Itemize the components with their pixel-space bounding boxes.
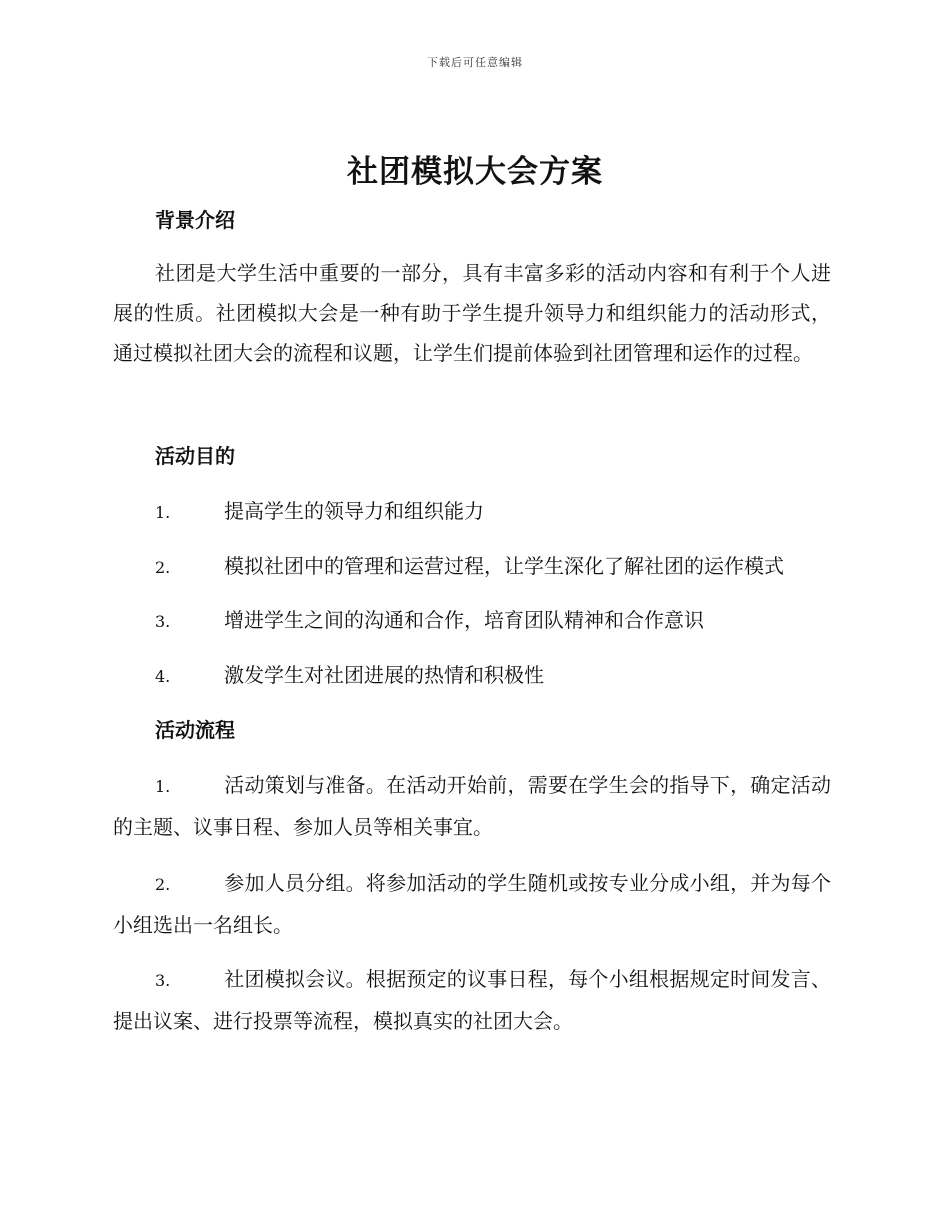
section-heading-background: 背景介绍 — [155, 208, 235, 232]
list-item-text: 增进学生之间的沟通和合作，培育团队精神和合作意识 — [224, 608, 704, 632]
process-step-number: 1. — [155, 777, 171, 796]
process-step — [113, 765, 831, 847]
page-header: 下载后可任意编辑 — [427, 56, 523, 69]
document-title: 社团模拟大会方案 — [347, 154, 603, 190]
process-step — [113, 863, 831, 945]
list-item-number: 4. — [155, 667, 171, 686]
section-heading-purpose: 活动目的 — [155, 444, 235, 468]
list-item-number: 2. — [155, 558, 171, 577]
list-item — [155, 552, 784, 582]
list-item — [155, 661, 544, 691]
process-step — [113, 959, 831, 1041]
list-item-number: 1. — [155, 503, 171, 522]
section-heading-process: 活动流程 — [155, 718, 235, 742]
process-step-text: 参加人员分组。将参加活动的学生随机或按专业分成小组，并为每个小组选出一名组长。 — [113, 871, 831, 937]
list-item-text: 模拟社团中的管理和运营过程，让学生深化了解社团的运作模式 — [224, 554, 784, 578]
list-item-text: 提高学生的领导力和组织能力 — [224, 499, 484, 523]
list-item — [155, 606, 704, 636]
background-paragraph: 社团是大学生活中重要的一部分，具有丰富多彩的活动内容和有利于个人进展的性质。社团模拟大会是一种有助于学生提升领导力和组织能力的活动形式，通过模拟社团大会的流程和议题，让学生们提前体验到社团管理和运作的过程。 — [113, 261, 831, 365]
list-item — [155, 497, 484, 527]
list-item-number: 3. — [155, 612, 171, 631]
process-step-text: 活动策划与准备。在活动开始前，需要在学生会的指导下，确定活动的主题、议事日程、参加人员等相关事宜。 — [113, 773, 831, 839]
list-item-text: 激发学生对社团进展的热情和积极性 — [224, 663, 544, 687]
process-step-text: 社团模拟会议。根据预定的议事日程，每个小组根据规定时间发言、提出议案、进行投票等流程，模拟真实的社团大会。 — [113, 967, 831, 1033]
process-step-number: 2. — [155, 875, 171, 894]
process-step-number: 3. — [155, 971, 171, 990]
